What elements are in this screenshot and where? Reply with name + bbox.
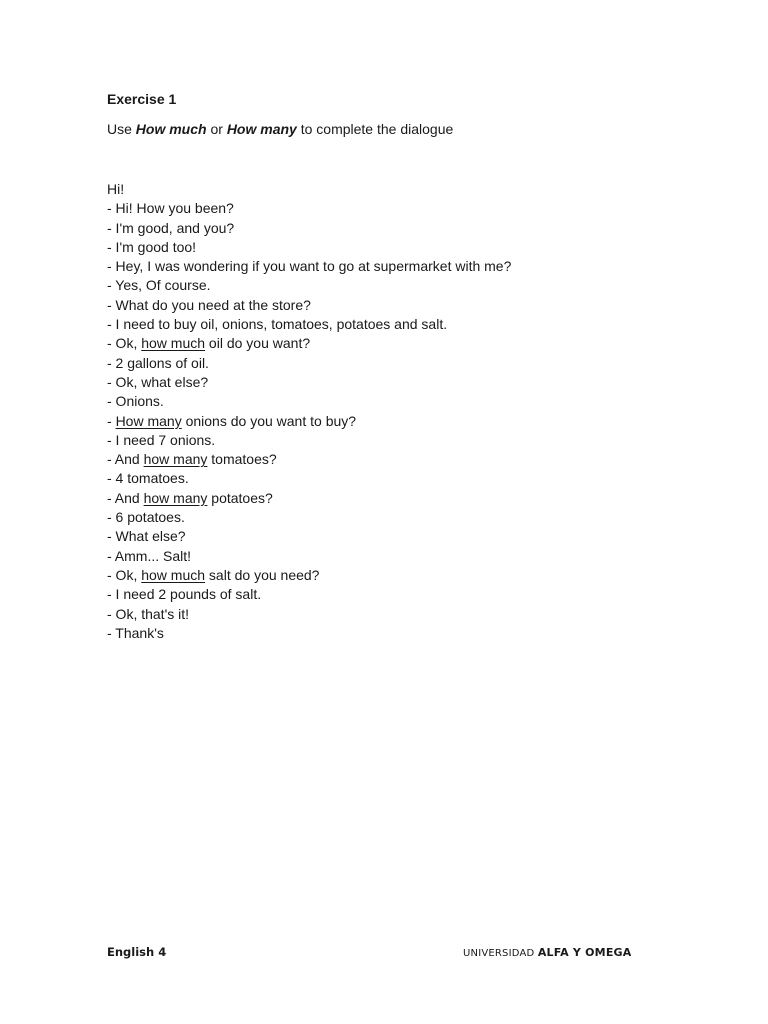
dialogue-line	[107, 276, 511, 295]
dialogue-text: -	[107, 412, 116, 429]
instruction-middle: or	[206, 121, 227, 137]
dialogue-line	[107, 296, 511, 315]
dialogue-line	[107, 219, 511, 238]
dialogue-text: - And	[107, 451, 144, 468]
exercise-title: Exercise 1	[107, 91, 177, 107]
dialogue-text: - What do you need at the store?	[107, 296, 311, 313]
dialogue-answer: how much	[141, 566, 206, 583]
dialogue-line	[107, 412, 511, 431]
dialogue-text: - 4 tomatoes.	[107, 470, 189, 487]
footer-university-prefix: UNIVERSIDAD	[463, 948, 538, 959]
dialogue-text: - Thank's	[107, 624, 164, 641]
dialogue-text: - Ok, what else?	[107, 373, 209, 390]
dialogue-answer: How many	[115, 412, 182, 429]
instruction-suffix: to complete the dialogue	[296, 121, 454, 137]
dialogue-line	[107, 373, 511, 392]
dialogue-text: - I'm good too!	[107, 238, 197, 255]
dialogue-text: - Hey, I was wondering if you want to go at supermarket with me?	[107, 258, 512, 275]
dialogue-text: - I need to buy oil, onions, tomatoes, potatoes and salt.	[107, 316, 448, 333]
dialogue-line	[107, 605, 511, 624]
instruction-term-how-many: How many	[226, 121, 297, 137]
dialogue-line	[107, 508, 511, 527]
footer-course: English 4	[107, 945, 167, 959]
dialogue-text-continued: oil do you want?	[205, 335, 311, 352]
dialogue-text: - I need 7 onions.	[107, 431, 216, 448]
dialogue-line	[107, 469, 511, 488]
dialogue-text: - 2 gallons of oil.	[107, 354, 209, 371]
dialogue-line	[107, 431, 511, 450]
dialogue-text: - And	[107, 489, 144, 506]
dialogue-text: Hi!	[107, 181, 125, 197]
dialogue-line	[107, 392, 511, 411]
dialogue-text: - Yes, Of course.	[107, 277, 211, 294]
footer-university	[463, 946, 631, 959]
dialogue-line	[107, 624, 511, 643]
dialogue-line	[107, 354, 511, 373]
dialogue-text: - I'm good, and you?	[107, 219, 235, 236]
dialogue-line	[107, 489, 511, 508]
dialogue-line	[107, 334, 511, 353]
dialogue-text: - Amm... Salt!	[107, 547, 192, 564]
dialogue-line	[107, 315, 511, 334]
dialogue-line	[107, 547, 511, 566]
dialogue-text: - Ok, that's it!	[107, 605, 190, 622]
dialogue-text: - 6 potatoes.	[107, 509, 185, 526]
exercise-instruction	[107, 121, 453, 137]
dialogue-text-continued: salt do you need?	[205, 566, 320, 583]
dialogue-text: - Ok,	[107, 335, 142, 352]
dialogue-answer: how many	[143, 489, 208, 506]
dialogue-line	[107, 527, 511, 546]
dialogue-text: - Onions.	[107, 393, 164, 410]
dialogue-line	[107, 257, 511, 276]
dialogue-answer: how much	[141, 335, 206, 352]
dialogue-text-continued: onions do you want to buy?	[181, 412, 357, 429]
dialogue-line	[107, 238, 511, 257]
dialogue-line	[107, 180, 511, 199]
instruction-term-how-much: How much	[135, 121, 207, 137]
dialogue-line	[107, 566, 511, 585]
dialogue-text-continued: potatoes?	[207, 489, 273, 506]
dialogue-line	[107, 585, 511, 604]
dialogue-text: - I need 2 pounds of salt.	[107, 586, 262, 603]
dialogue-text: - Ok,	[107, 566, 142, 583]
instruction-prefix: Use	[107, 121, 136, 137]
dialogue-line	[107, 450, 511, 469]
dialogue-text: - What else?	[107, 528, 186, 545]
dialogue-list	[107, 180, 511, 643]
dialogue-line	[107, 199, 511, 218]
dialogue-text-continued: tomatoes?	[207, 451, 277, 468]
dialogue-text: - Hi! How you been?	[107, 200, 234, 217]
footer-university-name: ALFA Y OMEGA	[537, 946, 632, 959]
dialogue-answer: how many	[143, 451, 208, 468]
